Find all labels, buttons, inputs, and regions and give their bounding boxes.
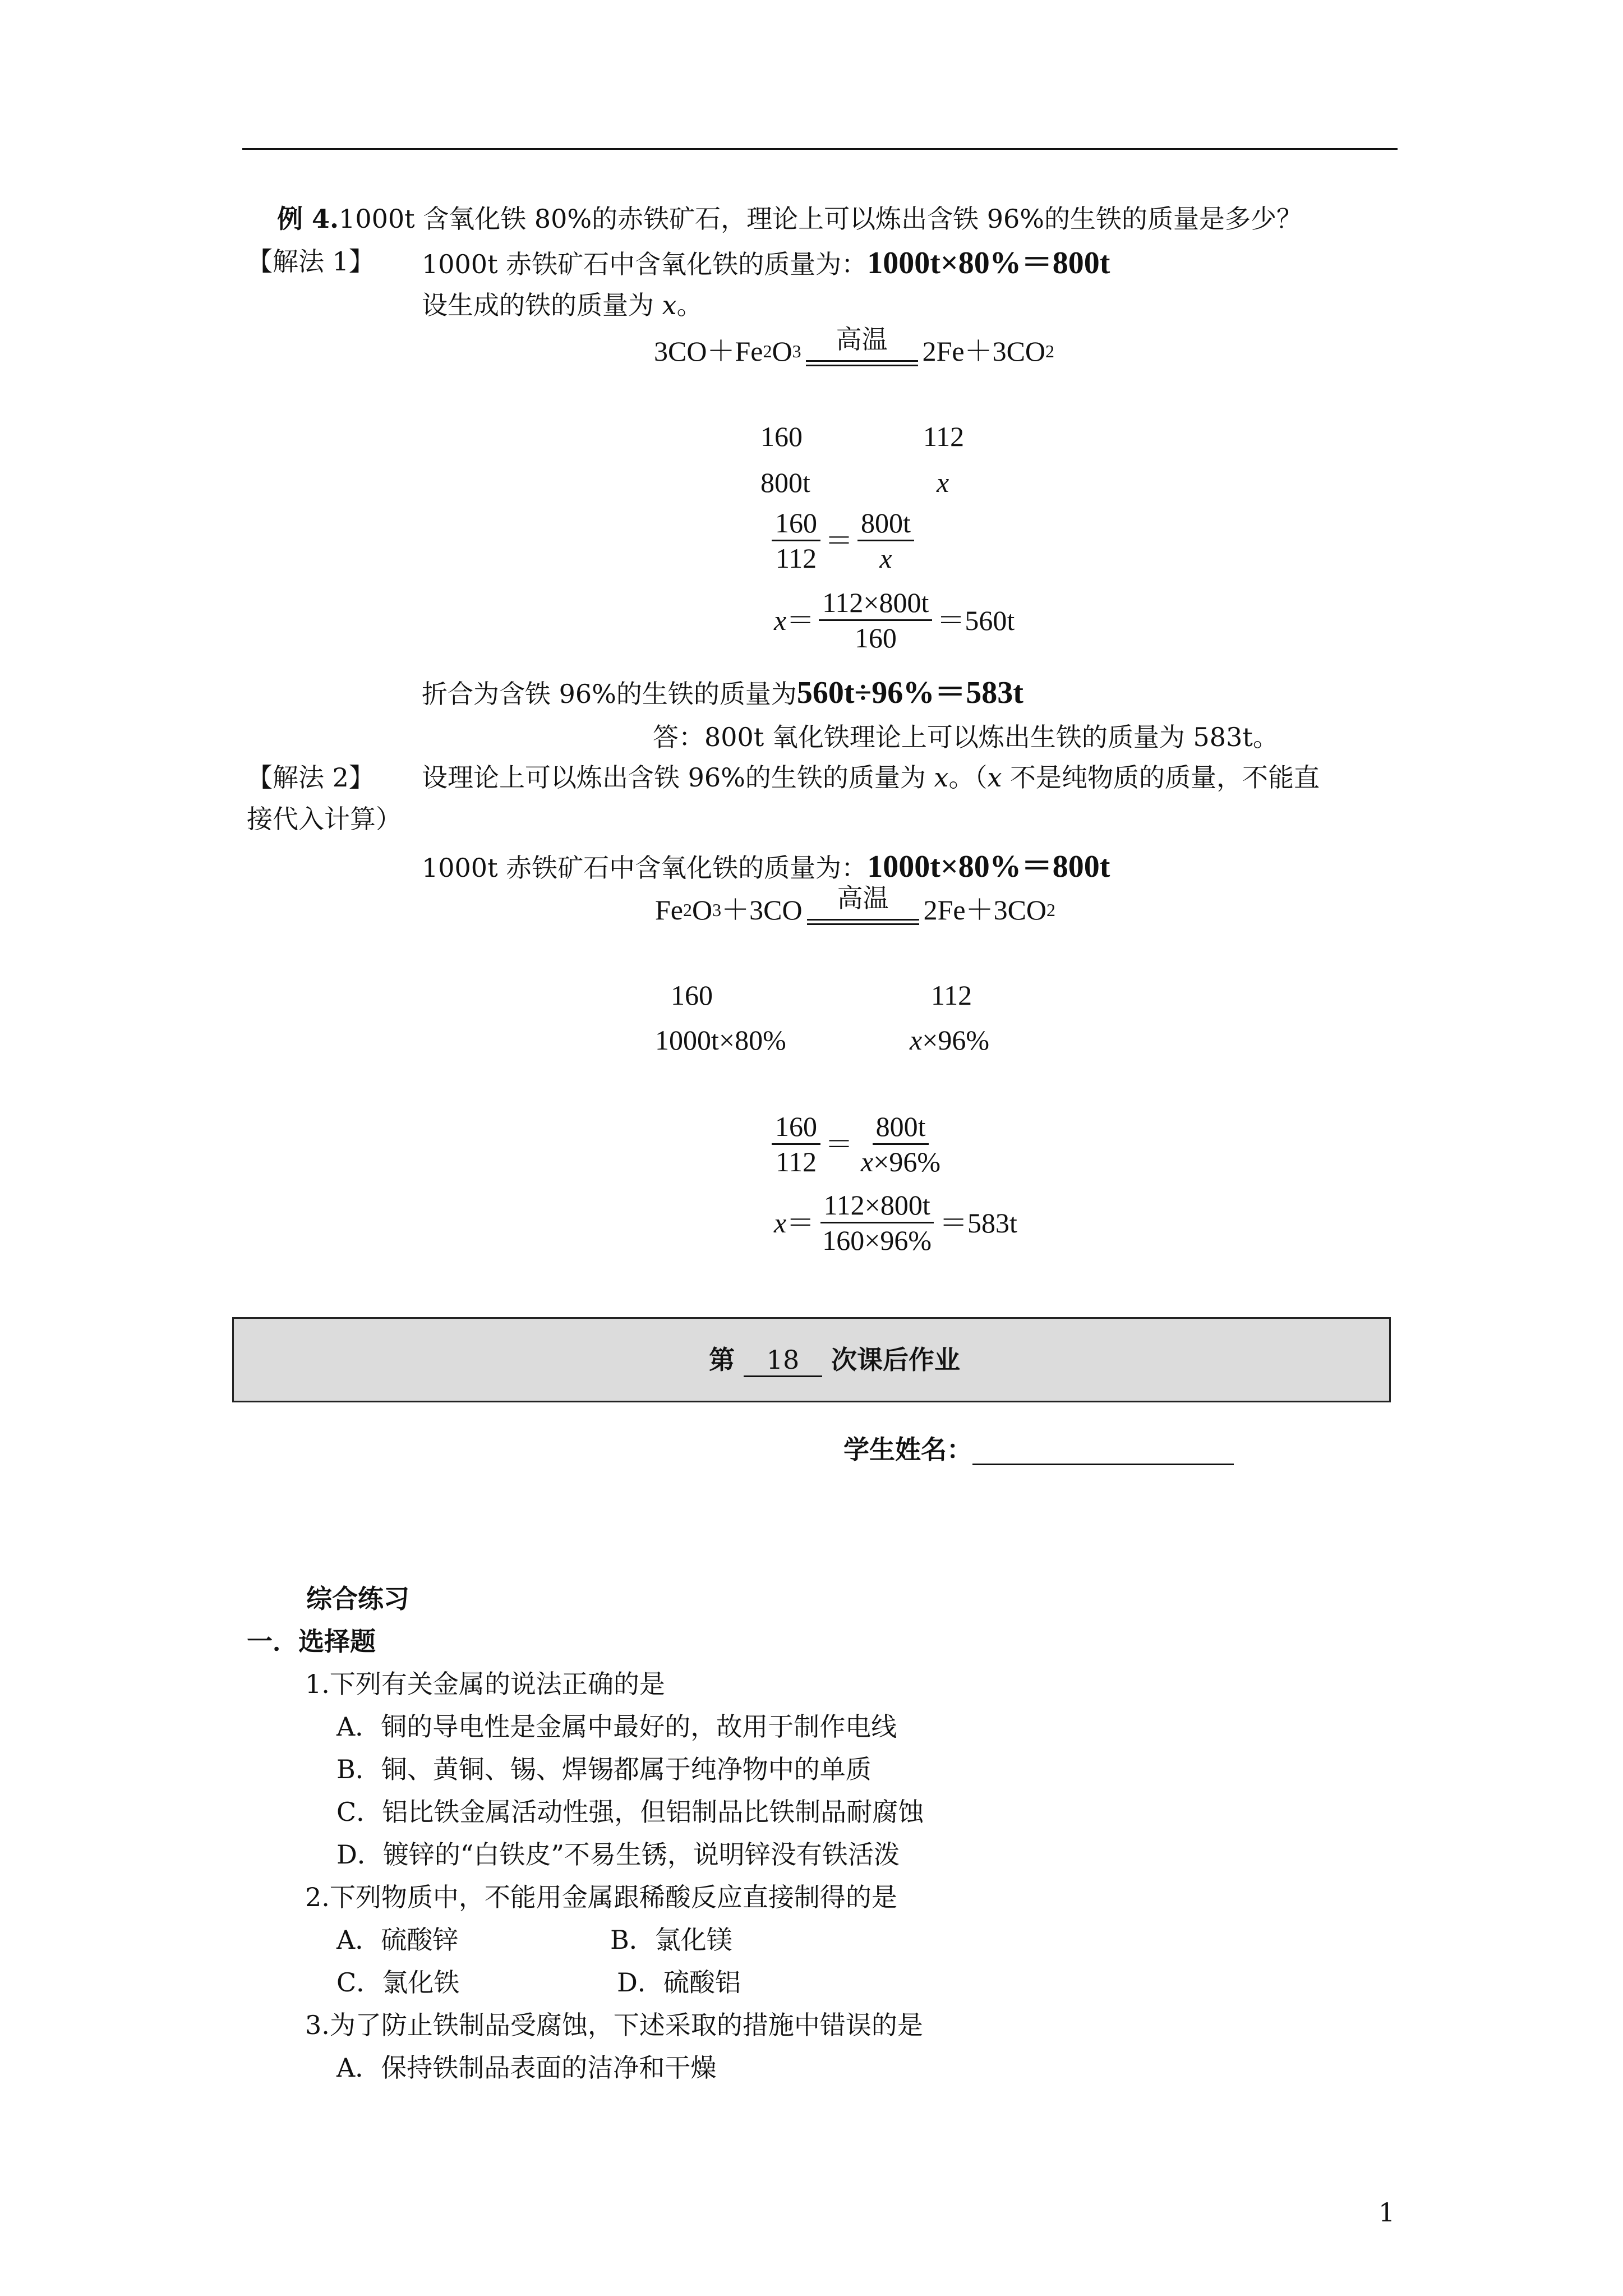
method1-eq-sign: [806, 324, 918, 374]
q2-option-b: B．氯化镁: [610, 1925, 732, 1955]
question-1: 1.下列有关金属的说法正确的是: [305, 1669, 665, 1699]
method1-solve-result: ＝560t: [937, 604, 1015, 636]
method2-line1-continued: 接代入计算）: [247, 804, 402, 834]
method2-line1-b: 。（: [948, 762, 988, 793]
method1-ratio-num-right: 800t: [857, 506, 914, 541]
method2-actual-2: [910, 1023, 989, 1057]
method2-line2: [422, 848, 1110, 885]
q2-option-a: A．硫酸锌: [336, 1925, 459, 1955]
method2-line2-text: 1000t 赤铁矿石中含氧化铁的质量为：: [422, 853, 868, 883]
method2-equation: Fe 2 O 3 ＋3CO 高温 2Fe＋3CO 2: [655, 887, 1055, 932]
method2-ratio-left: [772, 1110, 820, 1179]
method2-solve: x ＝ $\frac{112\times 800t}{160\times 96\%}$ ＝583t: [774, 1189, 1017, 1256]
method2-eq-condition: 高温: [837, 883, 889, 913]
method2-eq-right: 2Fe＋3CO: [923, 894, 1047, 926]
method1-ratio-den-left: 112: [775, 542, 817, 574]
header-rule: [242, 148, 1398, 150]
method1-eq-o: O: [772, 335, 792, 367]
exercises-heading: 综合练习: [306, 1584, 409, 1614]
method1-ratio-left: [772, 506, 820, 575]
method1-convert: [422, 674, 1023, 711]
student-name-label: 学生姓名：: [843, 1434, 972, 1465]
method2-eq-plus: ＋3CO: [721, 894, 803, 926]
method1-answer: 答：800t 氧化铁理论上可以炼出生铁的质量为 583t。: [653, 722, 1279, 752]
method1-solve: x ＝ $\frac{112\times 800t}{160}$ ＝560t: [774, 587, 1015, 654]
student-name-row: [843, 1434, 1234, 1465]
method1-line2-text: 设生成的铁的质量为: [422, 290, 654, 320]
method2-line2-math: 1000t×80%＝800t: [867, 849, 1110, 884]
method1-solve-frac: [819, 586, 932, 655]
q2-option-c: C．氯化铁: [336, 1967, 460, 1998]
example-question-text: 1000t 含氧化铁 80%的赤铁矿石，理论上可以炼出含铁 96%的生铁的质量是多少？: [339, 204, 1302, 234]
method1-ratio: $\frac{160}{112}$ ＝ $\frac{800t}{x}$: [767, 506, 919, 575]
homework-title: [709, 1344, 960, 1377]
method1-convert-text: 折合为含铁 96%的生铁的质量为: [422, 679, 797, 709]
method1-eq-right: 2Fe＋3CO: [922, 335, 1046, 367]
q1-option-d: D．镀锌的“白铁皮”不易生锈，说明锌没有铁活泼: [336, 1839, 900, 1870]
method2-actual-1: 1000t×80%: [655, 1024, 786, 1056]
q1-option-a: A．铜的导电性是金属中最好的，故用于制作电线: [336, 1711, 897, 1742]
method2-ratio-den-var: x: [861, 1146, 874, 1177]
example-label: 例 4.: [277, 204, 339, 234]
q1-option-b: B．铜、黄铜、锡、焊锡都属于纯净物中的单质: [336, 1754, 872, 1784]
method1-equation: 3CO＋Fe 2 O 3 高温 2Fe＋3CO 2: [654, 329, 1054, 374]
method2-ratio-den-right: [857, 1145, 944, 1179]
method2-line1: [422, 762, 1320, 793]
method2-ratio-num-right: 800t: [873, 1110, 929, 1145]
method2-line1-var: x: [934, 762, 949, 793]
method1-line2: [422, 289, 703, 321]
method2-ratio: $\frac{160}{112}$ ＝ $\frac{800t}{x\times 96\%}$: [767, 1110, 948, 1179]
example-question: [277, 203, 1302, 234]
method2-ratio-right: [857, 1110, 944, 1179]
page-number: 1: [1378, 2197, 1395, 2228]
method2-mass-rel-1: 160: [671, 979, 713, 1011]
method2-line1-c: 不是纯物质的质量，不能直: [1010, 762, 1320, 793]
method2-eq-o: O: [692, 894, 713, 926]
method2-actual-2-rest: ×96%: [922, 1024, 990, 1056]
q3-option-a: A．保持铁制品表面的洁净和干燥: [336, 2053, 717, 2083]
method2-eq-sign: [807, 883, 919, 932]
method1-line2-var: x: [662, 290, 677, 320]
method1-ratio-right: [857, 506, 914, 575]
method1-eq-left: 3CO＋Fe: [654, 335, 763, 367]
method2-eq-left: Fe: [655, 894, 683, 926]
method1-actual-1: 800t: [760, 467, 810, 498]
method1-line2-end: 。: [676, 290, 703, 320]
method1-solve-var: x: [774, 604, 787, 636]
method1-convert-math: 560t÷96%＝583t: [796, 675, 1023, 710]
method1-line1: [422, 245, 1110, 282]
method2-line1-a: 设理论上可以炼出含铁 96%的生铁的质量为: [422, 762, 926, 793]
method2-tag: 【解法 2】: [247, 762, 375, 793]
method2-solve-var: x: [774, 1207, 787, 1239]
method1-solve-num: 112×800t: [819, 586, 932, 621]
question-3: 3.为了防止铁制品受腐蚀，下述采取的措施中错误的是: [305, 2010, 923, 2040]
student-name-field[interactable]: [972, 1435, 1234, 1465]
method2-ratio-den-left: 112: [775, 1146, 817, 1177]
q1-option-c: C．铝比铁金属活动性强，但铝制品比铁制品耐腐蚀: [336, 1797, 924, 1827]
method2-solve-frac: [819, 1188, 935, 1257]
method1-ratio-den-right: x: [879, 542, 892, 574]
section-heading: 一．选择题: [247, 1626, 376, 1657]
method2-ratio-den-rest: ×96%: [873, 1146, 941, 1177]
method1-solve-den: 160: [854, 622, 897, 654]
method1-eq-condition: 高温: [836, 324, 888, 355]
homework-suffix: 次课后作业: [831, 1345, 961, 1375]
homework-number: 18: [744, 1344, 822, 1377]
method2-solve-num: 112×800t: [820, 1188, 934, 1223]
method2-mass-rel-2: 112: [931, 979, 972, 1011]
method1-ratio-num-left: 160: [772, 506, 820, 541]
method1-mass-rel-1: 160: [760, 421, 803, 452]
method2-actual-2-var: x: [910, 1024, 923, 1056]
method1-line1-math: 1000t×80%＝800t: [867, 246, 1110, 280]
method2-solve-result: ＝583t: [939, 1207, 1017, 1239]
homework-prefix: 第: [709, 1345, 735, 1375]
question-2: 2.下列物质中，不能用金属跟稀酸反应直接制得的是: [305, 1882, 897, 1912]
method1-tag: 【解法 1】: [247, 246, 375, 277]
method1-actual-2: x: [937, 467, 949, 498]
method2-ratio-num-left: 160: [772, 1110, 820, 1145]
method2-solve-den: 160×96%: [822, 1225, 932, 1256]
q2-option-d: D．硫酸铝: [617, 1967, 741, 1998]
method1-line1-text: 1000t 赤铁矿石中含氧化铁的质量为：: [422, 249, 868, 279]
method1-mass-rel-2: 112: [923, 421, 965, 452]
method2-line1-var2: x: [987, 762, 1002, 793]
